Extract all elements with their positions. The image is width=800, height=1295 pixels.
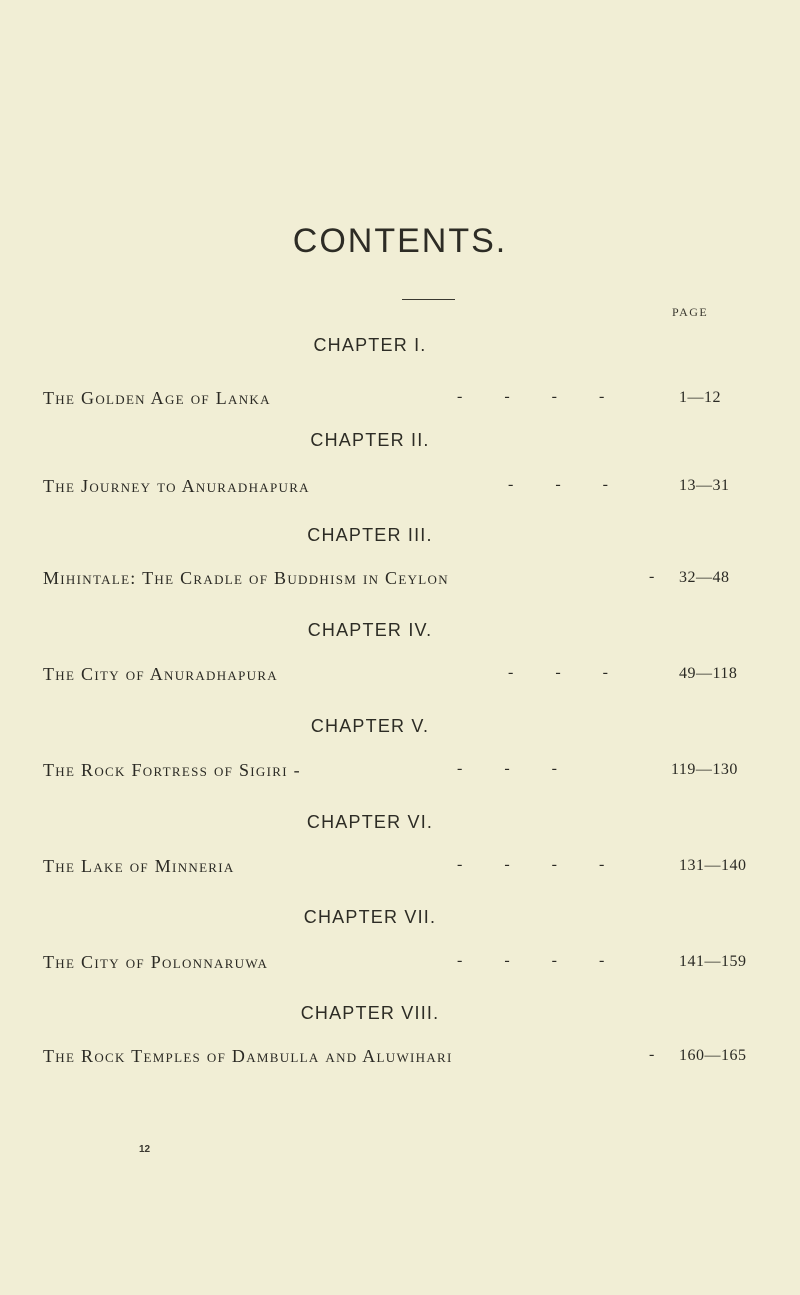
toc-entry-leader: - - - [508, 664, 608, 681]
toc-entry-title: The City of Polonnaruwa [43, 952, 269, 972]
signature-mark: 12 [139, 1144, 151, 1155]
toc-entry-title: The Golden Age of Lanka [43, 388, 271, 408]
toc-entry-title: The Rock Fortress of Sigiri - [43, 760, 301, 780]
toc-entry-pages: 32—48 [679, 569, 730, 586]
toc-entry-title: Mihintale: The Cradle of Buddhism in Ceylon [43, 568, 449, 588]
toc-entry-4[interactable] [43, 664, 753, 688]
toc-entry-7[interactable] [43, 952, 753, 976]
chapter-heading-4: CHAPTER IV. [307, 620, 433, 640]
toc-entry-leader: - - - - [457, 952, 605, 969]
toc-entry-pages: 131—140 [679, 857, 747, 874]
chapter-heading-1: CHAPTER I. [313, 335, 427, 355]
page-title: CONTENTS. [292, 222, 508, 260]
toc-entry-8[interactable] [43, 1046, 753, 1070]
chapter-heading-3: CHAPTER III. [307, 525, 433, 545]
toc-entry-pages: 160—165 [679, 1047, 747, 1064]
toc-entry-pages: 119—130 [671, 761, 738, 778]
chapter-heading-7: CHAPTER VII. [303, 907, 437, 927]
toc-entry-leader: - - - [508, 476, 608, 493]
toc-entry-title: The Lake of Minneria [43, 856, 235, 876]
toc-entry-pages: 49—118 [679, 665, 738, 682]
chapter-heading-5: CHAPTER V. [310, 716, 430, 736]
toc-entry-title: The City of Anuradhapura [43, 664, 278, 684]
toc-entry-1[interactable] [43, 388, 753, 412]
toc-entry-pages: 1—12 [679, 389, 721, 406]
toc-entry-3[interactable] [43, 568, 753, 592]
toc-entry-pages: 13—31 [679, 477, 730, 494]
page-column-label: PAGE [672, 305, 709, 319]
chapter-heading-2: CHAPTER II. [310, 430, 430, 450]
toc-entry-leader: - [649, 1046, 655, 1063]
title-rule [402, 299, 455, 300]
toc-entry-leader: - - - - [457, 388, 605, 405]
toc-entry-2[interactable] [43, 476, 753, 500]
toc-entry-title: The Journey to Anuradhapura [43, 476, 310, 496]
toc-entry-leader: - [649, 568, 655, 585]
toc-entry-title: The Rock Temples of Dambulla and Aluwihari [43, 1046, 453, 1066]
toc-entry-leader: - - - [457, 760, 557, 777]
chapter-heading-6: CHAPTER VI. [306, 812, 434, 832]
toc-entry-pages: 141—159 [679, 953, 747, 970]
toc-entry-6[interactable] [43, 856, 753, 880]
toc-entry-5[interactable] [43, 760, 753, 784]
toc-entry-leader: - - - - [457, 856, 605, 873]
chapter-heading-8: CHAPTER VIII. [300, 1003, 440, 1023]
